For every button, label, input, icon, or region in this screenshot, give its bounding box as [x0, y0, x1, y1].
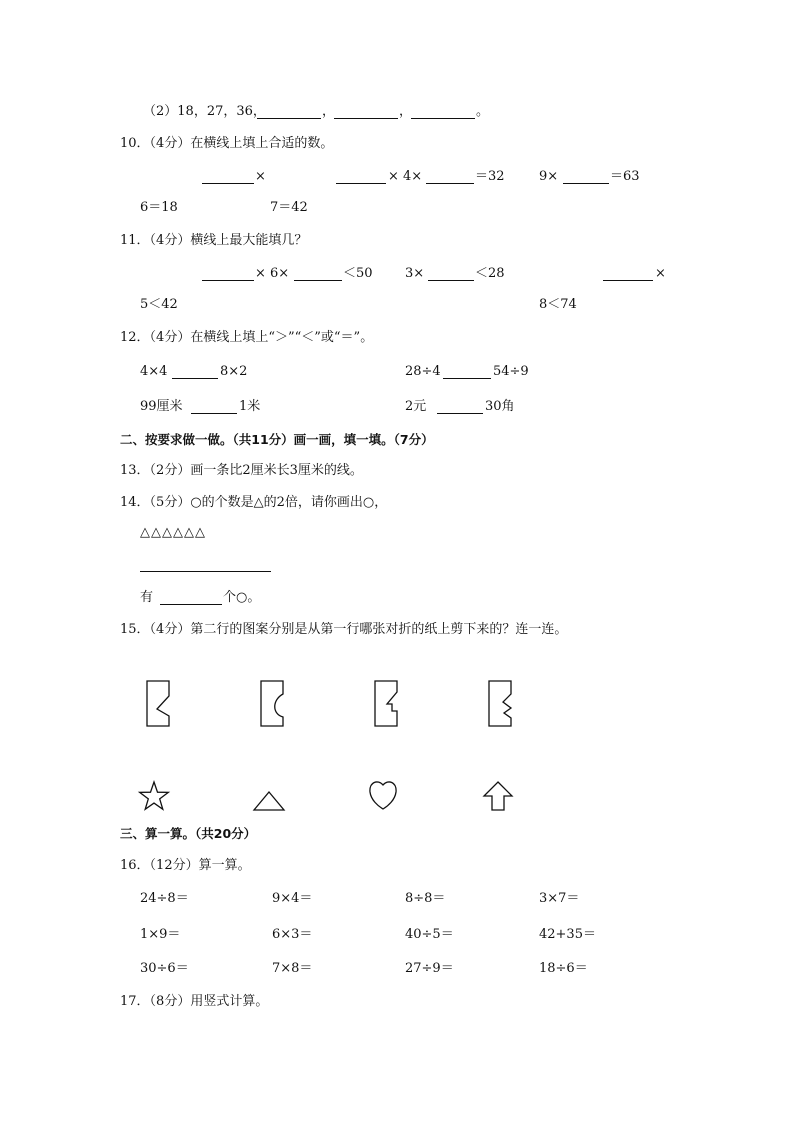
q13-title: 13．（2分）画一条比2厘米长3厘米的线。 — [120, 463, 363, 478]
q10-a2-eq: ＝32 — [475, 169, 505, 184]
q12-blank-4[interactable] — [437, 413, 483, 414]
q12-c1-left: 4×4 — [140, 364, 168, 379]
q16-title: 16．（12分）算一算。 — [120, 858, 251, 873]
q15-title: 15．（4分）第二行的图案分别是从第一行哪张对折的纸上剪下来的？连一连。 — [120, 622, 568, 637]
q14-blank[interactable] — [160, 604, 222, 605]
q10-a2-tail: 7＝42 — [270, 200, 308, 215]
folded-paper-curve-icon[interactable] — [260, 680, 286, 728]
q16-item: 8÷8＝ — [405, 891, 446, 906]
q10-a3-head: 9× — [539, 169, 559, 184]
q16-item: 3×7＝ — [539, 891, 580, 906]
q16-item: 24÷8＝ — [140, 891, 189, 906]
q9-blank-2[interactable] — [334, 118, 398, 119]
q11-blank-4[interactable] — [603, 280, 653, 281]
q11-blank-1[interactable] — [202, 280, 254, 281]
q12-blank-3[interactable] — [191, 413, 237, 414]
q12-blank-1[interactable] — [172, 378, 218, 379]
q16-item: 18÷6＝ — [539, 961, 588, 976]
q9-sep1: ， — [322, 104, 336, 119]
q14-answer-post: 个○。 — [223, 590, 261, 605]
q9-sep2: ， — [399, 104, 413, 119]
q14-answer-pre: 有 — [140, 590, 154, 605]
q10-a1-op: × — [255, 169, 266, 184]
q11-a2-head: 3× — [405, 266, 425, 281]
q16-item: 40÷5＝ — [405, 927, 454, 942]
q14-triangles: △△△△△△ — [140, 525, 206, 540]
q12-c3-right: 1米 — [239, 399, 261, 414]
q12-c2-right: 54÷9 — [493, 364, 529, 379]
q14-draw-line[interactable] — [140, 571, 271, 572]
q16-item: 6×3＝ — [272, 927, 313, 942]
q16-item: 42+35＝ — [539, 927, 596, 942]
q11-a2-lt: ＜28 — [475, 266, 505, 281]
heart-icon[interactable] — [368, 780, 398, 810]
q12-blank-2[interactable] — [443, 378, 491, 379]
q9-end: 。 — [476, 104, 490, 119]
q10-blank-4[interactable] — [563, 183, 609, 184]
q12-c1-right: 8×2 — [220, 364, 248, 379]
q10-blank-3[interactable] — [426, 183, 474, 184]
q9-line2: （2）18，27，36， — [143, 104, 266, 119]
q10-blank-2[interactable] — [336, 183, 386, 184]
triangle-icon[interactable] — [252, 790, 286, 812]
q10-blank-1[interactable] — [202, 183, 254, 184]
q9-blank-3[interactable] — [411, 118, 475, 119]
q12-c4-left: 2元 — [405, 399, 427, 414]
q11-a3-tail: 8＜74 — [539, 297, 577, 312]
folded-paper-notch-icon[interactable] — [146, 680, 172, 728]
q11-a1-mid: × 6× — [255, 266, 290, 281]
q10-a3-eq: ＝63 — [610, 169, 640, 184]
q12-c4-right: 30角 — [485, 399, 515, 414]
q12-c2-left: 28÷4 — [405, 364, 441, 379]
q16-item: 30÷6＝ — [140, 961, 189, 976]
folded-paper-step-icon[interactable] — [374, 680, 400, 728]
q11-title: 11．（4分）横线上最大能填几？ — [120, 233, 308, 248]
section2-title: 二、按要求做一做。（共11分）画一画，填一填。（7分） — [120, 432, 434, 447]
q12-c3-left: 99厘米 — [140, 399, 183, 414]
q16-item: 27÷9＝ — [405, 961, 454, 976]
q10-a1-tail: 6＝18 — [140, 200, 178, 215]
q16-item: 1×9＝ — [140, 927, 181, 942]
q11-a3-op: × — [655, 266, 666, 281]
q12-title: 12．（4分）在横线上填上“＞”“＜”或“＝”。 — [120, 330, 374, 345]
q11-blank-3[interactable] — [428, 280, 474, 281]
q17-title: 17．（8分）用竖式计算。 — [120, 994, 269, 1009]
folded-paper-zigzag-icon[interactable] — [488, 680, 514, 728]
q10-a2-mid: × 4× — [388, 169, 423, 184]
q11-blank-2[interactable] — [294, 280, 342, 281]
star-icon[interactable] — [138, 781, 170, 811]
q16-item: 7×8＝ — [272, 961, 313, 976]
q10-title: 10．（4分）在横线上填上合适的数。 — [120, 136, 334, 151]
q14-title: 14．（5分）○的个数是△的2倍，请你画出○， — [120, 495, 388, 510]
q11-a1-tail: 5＜42 — [140, 297, 178, 312]
q9-blank-1[interactable] — [257, 118, 321, 119]
arrow-up-icon[interactable] — [482, 781, 514, 811]
section3-title: 三、算一算。（共20分） — [120, 826, 257, 841]
q16-item: 9×4＝ — [272, 891, 313, 906]
q11-a1-lt: ＜50 — [343, 266, 373, 281]
